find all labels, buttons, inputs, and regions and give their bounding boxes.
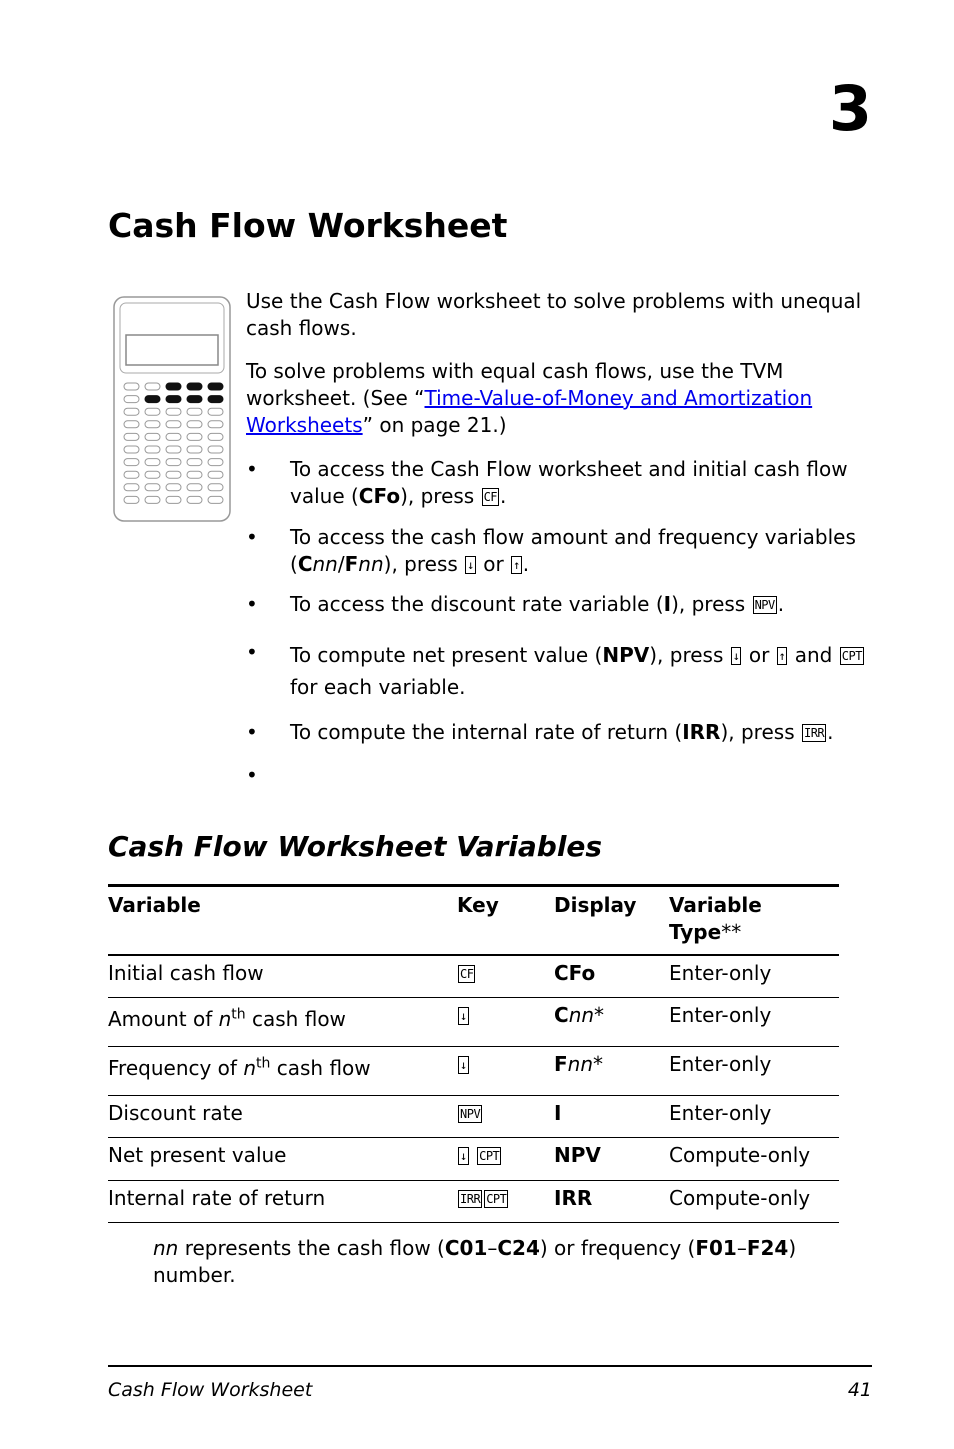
up-arrow-key: ↑ (778, 649, 786, 663)
cell-text: cash flow (245, 1006, 346, 1031)
calculator-key-shape (124, 496, 139, 503)
footnote-text: ) number. (153, 1236, 797, 1287)
footnote-bold: C24 (497, 1236, 540, 1260)
bullet-compute-npv (290, 639, 870, 703)
calculator-key-shape (187, 484, 202, 491)
table-row (108, 1180, 839, 1222)
header-key: Key (457, 893, 499, 917)
cell-key (457, 1095, 554, 1137)
variables-table (108, 884, 839, 1223)
display-italic: nn (568, 1002, 595, 1027)
calculator-key-shape (187, 446, 202, 453)
calculator-key-shape (166, 446, 181, 453)
cell-italic: n (243, 1055, 256, 1080)
intro-paragraph-2 (246, 358, 866, 439)
calculator-key-shape (208, 408, 223, 415)
cell-display (554, 1095, 669, 1137)
down-arrow-key: ↓ (460, 1008, 467, 1023)
cell-display (554, 955, 669, 997)
bullet-text: To access the Cash Flow worksheet and initial cash flow value ( (290, 457, 848, 508)
footnote-italic: nn (153, 1236, 179, 1260)
calculator-key-shape (124, 459, 139, 466)
bullet-bold-term: NPV (602, 643, 650, 667)
calculator-key-shape (187, 433, 202, 440)
calculator-key-shape (208, 471, 223, 478)
bullet-text: To compute the internal rate of return ( (290, 720, 683, 744)
calculator-key-shape (187, 383, 202, 390)
bullet-text: / (337, 552, 345, 576)
cell-type: Enter-only (669, 1002, 772, 1027)
display-suffix: * (593, 1051, 604, 1076)
calculator-key-shape (166, 396, 181, 403)
display-suffix: * (594, 1002, 605, 1027)
calculator-key-shape (208, 396, 223, 403)
cell-sup: th (256, 1054, 271, 1071)
bullet-bold-term: IRR (682, 720, 721, 744)
cell-variable: Initial cash flow (108, 961, 264, 985)
bullet-marker-empty: • (246, 763, 258, 787)
calculator-key-shape (208, 496, 223, 503)
bullet-text: To access the cash flow amount and frequency variables ( (290, 525, 856, 576)
cell-italic: n (218, 1006, 232, 1031)
calculator-key-shape (166, 421, 181, 428)
cell-display (554, 1137, 669, 1180)
cpt-key: CPT (479, 1148, 500, 1163)
bullet-bold-term: CFo (358, 484, 401, 508)
calculator-key-shape (208, 484, 223, 491)
display-italic: nn (567, 1051, 594, 1076)
intro-paragraph-1: Use the Cash Flow worksheet to solve problems with unequal cash flows. (246, 289, 862, 340)
cell-text: Amount of (108, 1006, 219, 1031)
table-row (108, 955, 839, 997)
calculator-key-shape (145, 421, 160, 428)
calculator-key-shape (208, 433, 223, 440)
bullet-marker: • (246, 720, 258, 744)
bullet-cnn-fnn-access (290, 524, 870, 578)
bullet-marker: • (246, 457, 258, 481)
calculator-key-shape (166, 471, 181, 478)
table-row (108, 1095, 839, 1137)
footnote-bold: F24 (746, 1236, 789, 1260)
cell-variable (108, 1046, 457, 1095)
header-display: Display (554, 893, 637, 917)
table-row (108, 1137, 839, 1180)
display-bold: CFo (554, 961, 596, 985)
calculator-key-shape (166, 496, 181, 503)
calculator-key-shape (166, 433, 181, 440)
calculator-key-shape (208, 446, 223, 453)
bullet-text: . (777, 592, 785, 616)
cell-text: Frequency of (108, 1055, 244, 1080)
bullet-bold-term: I (663, 592, 672, 616)
bullet-text: or (483, 552, 504, 576)
footnote-text: represents the cash flow ( (178, 1236, 445, 1260)
calculator-key-shape (124, 484, 139, 491)
bullet-text: ), press (671, 592, 746, 616)
cell-variable (108, 997, 457, 1046)
cell-text: cash flow (270, 1055, 371, 1080)
intro-p2-start: To solve problems with equal cash flows, use the TVM worksheet. (See “ (246, 359, 784, 410)
bullet-bold-term: F (344, 552, 359, 576)
cpt-key: CPT (486, 1191, 507, 1206)
cell-key (457, 955, 554, 997)
calculator-key-shape (124, 383, 139, 390)
bullet-text: for each variable. (290, 675, 466, 699)
bullet-text: ), press (383, 552, 458, 576)
bullet-text: . (827, 720, 834, 744)
footnote-text: ) or frequency ( (539, 1236, 696, 1260)
cell-type: Compute-only (669, 1142, 811, 1167)
bullet-compute-irr (290, 719, 870, 746)
bullet-text: ), press (400, 484, 475, 508)
bullet-marker: • (246, 640, 258, 664)
down-arrow-key: ↓ (467, 558, 474, 572)
bullet-discount-rate (290, 591, 870, 618)
cell-display (554, 1180, 669, 1222)
cell-type: Enter-only (669, 1051, 772, 1076)
calculator-key-shape (124, 421, 139, 428)
display-bold: I (554, 1100, 562, 1125)
footnote-text: – (736, 1236, 747, 1260)
down-arrow-key: ↓ (732, 649, 740, 663)
bullet-text: ), press (649, 643, 724, 667)
calculator-key-shape (145, 471, 160, 478)
calculator-key-shape (145, 433, 160, 440)
calculator-key-shape (166, 408, 181, 415)
calculator-key-shape (145, 396, 160, 403)
bullet-text: or (748, 643, 770, 667)
irr-key: IRR (460, 1191, 481, 1206)
bullet-bold-term: C (297, 552, 313, 576)
bullet-text: To compute net present value ( (290, 643, 603, 667)
calculator-key-shape (145, 484, 160, 491)
display-bold: F (554, 1051, 568, 1076)
calculator-key-shape (187, 496, 202, 503)
calculator-key-shape (124, 446, 139, 453)
calculator-key-shape (166, 484, 181, 491)
calculator-key-shape (187, 459, 202, 466)
calculator-key-shape (124, 433, 139, 440)
calculator-key-shape (208, 421, 223, 428)
header-stars: ** (721, 920, 742, 944)
cell-type: Enter-only (669, 1100, 772, 1125)
tvm-worksheet-link[interactable]: Time-Value-of-Money and Amortization Worksheets (246, 386, 813, 437)
bullet-text: To access the discount rate variable ( (290, 592, 664, 616)
calculator-key-shape (187, 471, 202, 478)
display-bold: C (554, 1002, 569, 1027)
calculator-key-shape (187, 421, 202, 428)
bullet-italic-term: nn (358, 552, 384, 576)
table-row (108, 997, 839, 1046)
display-bold: NPV (554, 1142, 601, 1167)
calculator-key-shape (208, 383, 223, 390)
bullet-text: and (794, 643, 833, 667)
cell-sup: th (231, 1005, 246, 1022)
calculator-key-shape (124, 396, 139, 403)
footnote-bold: C01 (444, 1236, 488, 1260)
down-arrow-key: ↓ (460, 1057, 467, 1072)
header-text: Type (669, 920, 722, 944)
up-arrow-key: ↑ (513, 558, 520, 572)
calculator-key-shape (187, 408, 202, 415)
cell-variable: Internal rate of return (108, 1185, 326, 1210)
calculator-key-shape (166, 459, 181, 466)
bullet-marker: • (246, 592, 258, 616)
calculator-key-shape (145, 383, 160, 390)
cell-key (457, 1137, 554, 1180)
npv-key: NPV (754, 598, 775, 612)
page-title: Cash Flow Worksheet (108, 206, 508, 245)
bullet-marker: • (246, 525, 258, 549)
footnote-bold: F01 (695, 1236, 737, 1260)
table-row (108, 1046, 839, 1095)
intro-p2-end: ” on page 21.) (362, 413, 507, 437)
cf-key: CF (460, 967, 474, 981)
cell-key (457, 1180, 554, 1222)
bullet-cf-access (290, 456, 870, 510)
section-title: Cash Flow Worksheet Variables (108, 830, 603, 863)
table-footnote (153, 1235, 833, 1289)
calculator-key-shape (166, 383, 181, 390)
cell-display (554, 1046, 669, 1095)
irr-key: IRR (803, 726, 825, 740)
display-bold: IRR (554, 1185, 593, 1210)
cell-display (554, 997, 669, 1046)
calculator-key-shape (187, 396, 202, 403)
bullet-text: . (500, 484, 507, 508)
header-variable-type (669, 886, 839, 956)
cell-variable: Discount rate (108, 1100, 243, 1125)
cf-key: CF (483, 490, 498, 504)
calculator-key-shape (208, 459, 223, 466)
down-arrow-key: ↓ (460, 1148, 467, 1163)
footer-section-title: Cash Flow Worksheet (108, 1379, 313, 1401)
header-text: Variable (669, 893, 762, 917)
cell-variable: Net present value (108, 1142, 287, 1167)
cell-key (457, 1046, 554, 1095)
header-variable: Variable (108, 893, 201, 917)
npv-key: NPV (460, 1106, 481, 1121)
cell-type: Compute-only (669, 1185, 811, 1210)
cpt-key: CPT (841, 649, 862, 663)
table-header-row (108, 886, 839, 956)
footnote-text: – (487, 1236, 498, 1260)
calculator-key-shape (124, 408, 139, 415)
calculator-key-shape (124, 471, 139, 478)
footer-divider (108, 1365, 872, 1367)
bullet-italic-term: nn (312, 552, 338, 576)
bullet-text: . (522, 552, 530, 576)
calculator-key-shape (145, 496, 160, 503)
footer-page-number: 41 (847, 1379, 872, 1401)
calculator-key-shape (145, 459, 160, 466)
cell-type: Enter-only (669, 961, 772, 985)
calculator-key-shape (145, 446, 160, 453)
chapter-number: 3 (828, 72, 872, 145)
bullet-text: ), press (720, 720, 795, 744)
calculator-key-shape (145, 408, 160, 415)
cell-key (457, 997, 554, 1046)
calculator-icon (112, 295, 232, 523)
